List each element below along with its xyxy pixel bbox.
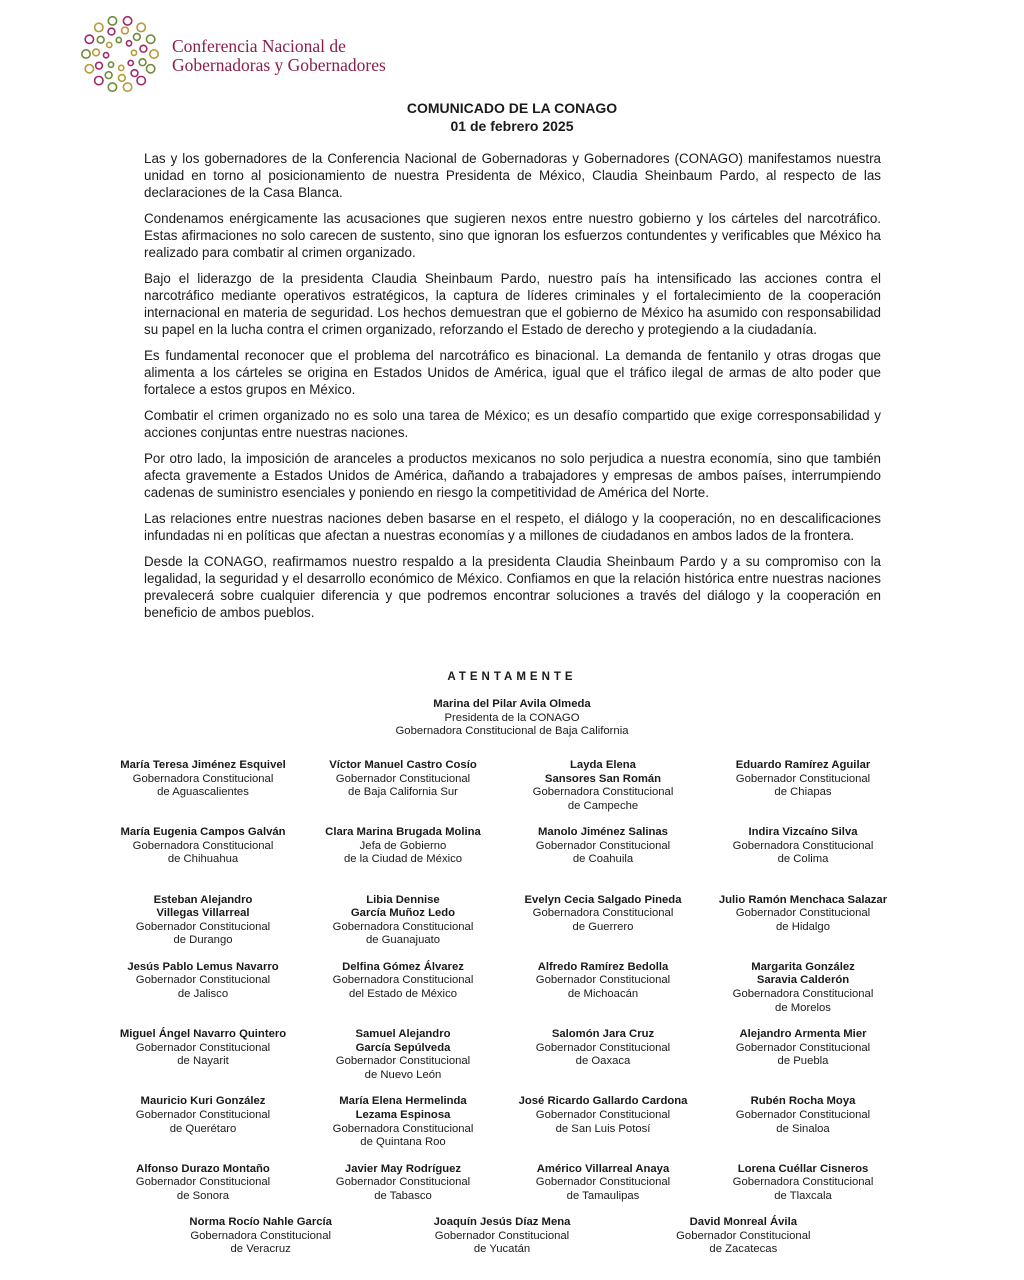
signatory-role: Gobernador Constitucional de Sinaloa [735, 1109, 871, 1135]
signatory-role: Gobernador Constitucional de Yucatán [434, 1229, 570, 1256]
signatory-block [503, 1095, 703, 1162]
signatory-role: Gobernador Constitucional de Coahuila [535, 839, 671, 866]
signatory-block [103, 1095, 303, 1162]
signatory-role: Gobernadora Constitucional de Guanajuato [332, 920, 474, 947]
signatory-name: Marina del Pilar Avila Olmeda [433, 698, 591, 710]
signatory-role: Gobernadora Constitucional de Quintana Roo [332, 1122, 474, 1149]
organization-name [172, 37, 386, 75]
body-paragraph: Desde la CONAGO, reafirmamos nuestro respaldo a la presidenta Claudia Sheinbaum Pardo y a su compromiso con la legalidad, la seguridad y el desarrollo económico de México. Confiamos en que la relación histórica entre nuestras naciones prevalecerá sobre cualquier diferencia y que podremos encontrar soluciones a través del diálogo y la cooperación en beneficio de ambos pueblos. [144, 554, 881, 620]
signatory-role: Presidenta de la CONAGO Gobernadora Constitucional de Baja California [395, 711, 629, 738]
president-signature [262, 698, 762, 739]
signatory-name: Clara Marina Brugada Molina [325, 826, 481, 839]
signatory-block [703, 1095, 903, 1162]
signatory-block [703, 826, 903, 893]
signatory-role: Gobernador Constitucional de Puebla [735, 1041, 871, 1068]
signatory-block [103, 1028, 303, 1095]
conago-logo-icon [80, 14, 160, 94]
signatory-name: Jesús Pablo Lemus Navarro [127, 960, 279, 973]
signatory-name: Alejandro Armenta Mier [739, 1028, 867, 1041]
signatory-name: Delfina Gómez Álvarez [342, 960, 464, 973]
signatory-name: Salomón Jara Cruz [551, 1028, 655, 1041]
signatory-name: Samuel Alejandro García Sepúlveda [355, 1028, 451, 1054]
document-title: COMUNICADO DE LA CONAGO [406, 100, 618, 116]
signatory-name: Alfredo Ramírez Bedolla [537, 960, 669, 973]
body-paragraph: Por otro lado, la imposición de aranceles a productos mexicanos no solo perjudica a nuestra economía, sino que también afecta gravemente a Estados Unidos de América, dañando a trabajadores y empresas de ambos países, interrumpiendo cadenas de suministro esenciales y poniendo en riesgo la competitividad de América del Norte. [144, 451, 881, 500]
signatory-role: Gobernadora Constitucional de Guerrero [532, 907, 674, 933]
signatory-role: Gobernadora Constitucional de Morelos [732, 988, 874, 1014]
signatory-role: Gobernador Constitucional de Oaxaca [535, 1041, 671, 1068]
signatory-block [503, 826, 703, 893]
signatory-name: Rubén Rocha Moya [750, 1095, 856, 1108]
signatory-role: Gobernador Constitucional de Tamaulipas [535, 1176, 671, 1202]
signatory-name: Joaquín Jesús Díaz Mena [433, 1216, 571, 1228]
document-date: 01 de febrero 2025 [450, 118, 574, 134]
body-paragraph: Es fundamental reconocer que el problema del narcotráfico es binacional. La demanda de fentanilo y otras drogas que alimenta a los cárteles se origina en Estados Unidos de América, igual que el tráfico ilegal de armas de alto poder que fortalece a estos grupos en México. [144, 348, 881, 397]
signatory-role: Gobernador Constitucional de Nuevo León [335, 1055, 471, 1081]
signatory-role: Gobernador Constitucional de Baja California Sur [335, 772, 471, 799]
signatory-name: David Monreal Ávila [689, 1216, 797, 1228]
signatory-name: Mauricio Kuri González [140, 1095, 266, 1108]
body-paragraph: Combatir el crimen organizado no es solo una tarea de México; es un desafío compartido que exige corresponsabilidad y acciones conjuntas entre nuestras naciones. [144, 408, 881, 440]
signatory-role: Jefa de Gobierno de la Ciudad de México [343, 839, 463, 866]
signatory-role: Gobernador Constitucional de Zacatecas [676, 1229, 811, 1256]
signatory-name: Margarita González Saravia Calderón [751, 960, 855, 987]
signatory-block [303, 759, 503, 826]
signatory-name: Evelyn Cecia Salgado Pineda [524, 893, 682, 906]
signatory-name: Manolo Jiménez Salinas [538, 826, 668, 839]
signatory-role: Gobernador Constitucional de Hidalgo [735, 907, 871, 933]
signatory-name: Layda Elena Sansores San Román [544, 759, 662, 785]
signatory-role: Gobernador Constitucional de Querétaro [135, 1109, 271, 1135]
signatory-block [303, 826, 503, 893]
signatory-block [103, 961, 303, 1028]
closing-atentamente: ATENTAMENTE [447, 671, 577, 683]
signatory-role: Gobernador Constitucional de Chiapas [735, 772, 871, 799]
signatory-name: Alfonso Durazo Montaño [136, 1162, 270, 1175]
signatory-block [503, 894, 703, 961]
signatory-name: José Ricardo Gallardo Cardona [518, 1095, 688, 1108]
signatory-role: Gobernadora Constitucional de Campeche [532, 786, 674, 812]
body-paragraph: Las relaciones entre nuestras naciones deben basarse en el respeto, el diálogo y la cooperación, no en descalificaciones infundadas ni en políticas que afectan a nuestras economías y a millones de ciudadanos en ambos lados de la frontera. [144, 511, 881, 543]
signatory-name: Miguel Ángel Navarro Quintero [119, 1028, 287, 1041]
signatory-name: Julio Ramón Menchaca Salazar [718, 893, 888, 906]
organization-name-line2: Gobernadoras y Gobernadores [172, 55, 386, 75]
signatories-grid [103, 759, 903, 1230]
organization-name-line1: Conferencia Nacional de [172, 36, 346, 56]
signatory-block [703, 759, 903, 826]
signatory-block [703, 894, 903, 961]
signatory-block [303, 894, 503, 961]
signatory-name: Eduardo Ramírez Aguilar [735, 759, 871, 771]
signatory-name: María Teresa Jiménez Esquivel [120, 759, 286, 771]
signatory-name: Indira Vizcaíno Silva [748, 826, 858, 839]
signatory-block [503, 961, 703, 1028]
body-paragraph: Condenamos enérgicamente las acusaciones que sugieren nexos entre nuestro gobierno y los cárteles del narcotráfico. Estas afirmaciones no solo carecen de sustento, sino que ignoran los esfuerzos contundentes y verificables que México ha realizado para combatir al crimen organizado. [144, 211, 881, 260]
signatory-role: Gobernador Constitucional de Michoacán [535, 974, 671, 1001]
signatory-role: Gobernadora Constitucional de Veracruz [190, 1229, 331, 1256]
signatory-role: Gobernadora Constitucional de Tlaxcala [732, 1176, 874, 1202]
signatory-block [140, 1216, 381, 1257]
signatory-block [623, 1216, 864, 1257]
signatory-role: Gobernador Constitucional de Nayarit [135, 1041, 271, 1068]
signatory-block [303, 1028, 503, 1095]
signatory-block [103, 894, 303, 961]
signatory-block [303, 1095, 503, 1162]
signatory-role: Gobernadora Constitucional de Aguascalientes [132, 772, 274, 799]
signatory-name: Víctor Manuel Castro Cosío [329, 759, 477, 771]
signatory-block [503, 1028, 703, 1095]
signatory-name: Javier May Rodríguez [344, 1162, 462, 1175]
signatory-name: Norma Rocío Nahle García [189, 1216, 332, 1228]
signatory-role: Gobernador Constitucional de San Luis Potosí [535, 1109, 671, 1135]
signatory-role: Gobernadora Constitucional de Chihuahua [132, 839, 274, 866]
signatory-role: Gobernador Constitucional de Jalisco [135, 974, 271, 1001]
signatory-name: María Eugenia Campos Galván [120, 826, 286, 839]
signatory-role: Gobernadora Constitucional de Colima [732, 839, 874, 866]
signatory-block [103, 826, 303, 893]
signatory-name: Libia Dennise García Muñoz Ledo [350, 893, 456, 920]
communique-body [144, 150, 881, 630]
signatory-role: Gobernadora Constitucional del Estado de México [332, 974, 474, 1001]
signatory-name: Esteban Alejandro Villegas Villarreal [153, 893, 253, 920]
signatory-block [103, 759, 303, 826]
signatory-block [703, 1028, 903, 1095]
signatory-block [381, 1216, 622, 1257]
signatory-role: Gobernador Constitucional de Sonora [135, 1176, 271, 1202]
signatory-block [703, 961, 903, 1028]
signatory-role: Gobernador Constitucional de Durango [135, 920, 271, 947]
document-heading [0, 99, 1024, 135]
signatory-block [303, 961, 503, 1028]
signatory-name: Américo Villarreal Anaya [536, 1162, 670, 1175]
body-paragraph: Bajo el liderazgo de la presidenta Claudia Sheinbaum Pardo, nuestro país ha intensificado las acciones contra el narcotráfico mediante operativos estratégicos, la captura de líderes criminales y el fortalecimiento de la cooperación internacional en materia de seguridad. Los hechos demuestran que el gobierno de México ha asumido con responsabilidad su papel en la lucha contra el crimen organizado, reforzando el Estado de derecho y protegiendo a la ciudadanía. [144, 271, 881, 337]
body-paragraph: Las y los gobernadores de la Conferencia Nacional de Gobernadoras y Gobernadores (CONAGO) manifestamos nuestra unidad en torno al posicionamiento de nuestra Presidenta de México, Claudia Sheinbaum Pardo, al respecto de las declaraciones de la Casa Blanca. [144, 151, 881, 200]
signatories-last-row [140, 1216, 864, 1257]
signatory-block [503, 759, 703, 826]
signatory-name: Lorena Cuéllar Cisneros [737, 1162, 869, 1175]
signatory-name: María Elena Hermelinda Lezama Espinosa [339, 1095, 467, 1122]
signatory-role: Gobernador Constitucional de Tabasco [335, 1176, 471, 1202]
